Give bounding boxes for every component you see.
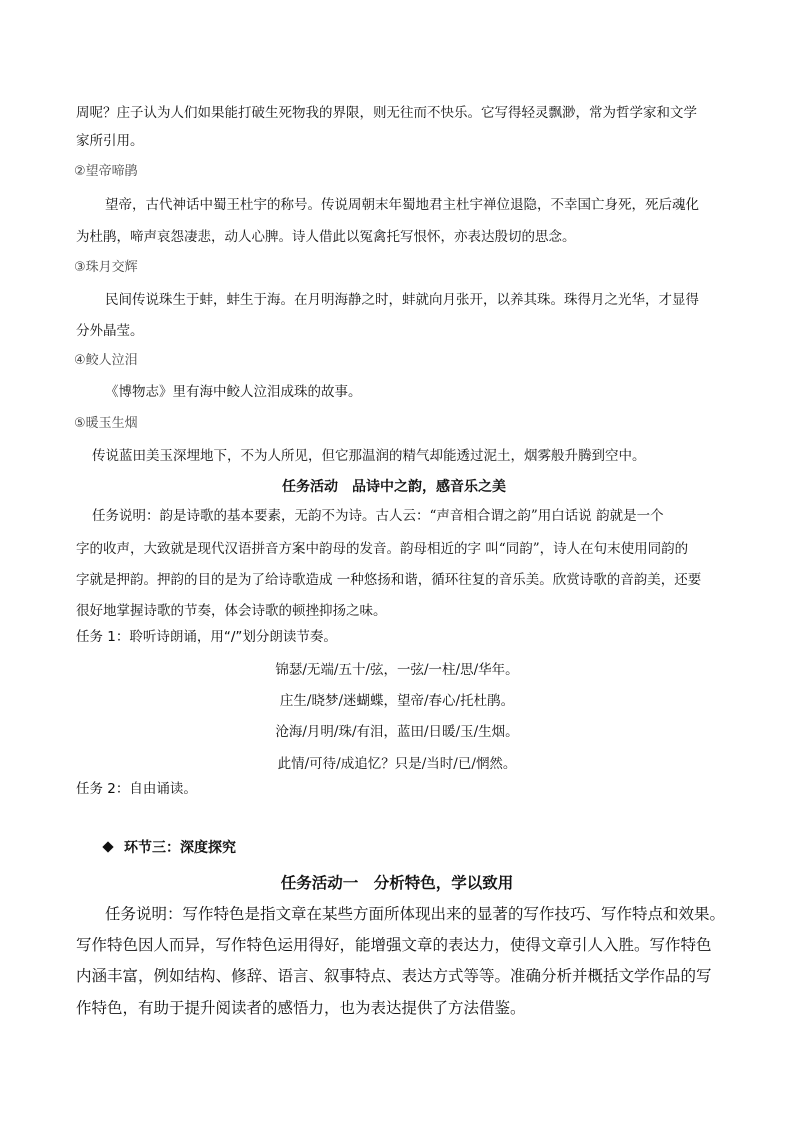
section-desc-line: 作特色，有助于提升阅读者的感悟力，也为表达提供了方法借鉴。 xyxy=(76,999,526,1017)
item-label: ⑤暖玉生烟 xyxy=(74,416,138,431)
poem-line: 庄生/晓梦/迷蝴蝶，望帝/春心/托杜鹃。 xyxy=(279,693,515,709)
item-label: ③珠月交辉 xyxy=(74,260,138,275)
activity-desc-line: 字的收声，大致就是现代汉语拼音方案中韵母的发音。韵母相近的字 叫“同韵”，诗人在句末使用同韵的 xyxy=(76,541,689,557)
section-desc-line: 任务说明：写作特色是指文章在某些方面所体现出来的显著的写作技巧、写作特点和效果。 xyxy=(105,905,726,923)
poem-line: 此情/可待/成追忆？只是/当时/已/惘然。 xyxy=(277,756,517,772)
item-text: 为杜鹃，啼声哀怨凄悲，动人心脾。诗人借此以冤禽托写恨怀，亦表达殷切的思念。 xyxy=(76,229,576,245)
paragraph-line: 家所引用。 xyxy=(76,133,144,149)
activity-desc-line: 很好地掌握诗歌的节奏，体会诗歌的顿挫抑扬之味。 xyxy=(76,603,387,619)
activity-desc-line: 任务说明：韵是诗歌的基本要素，无韵不为诗。古人云：“声音相合谓之韵”用白话说 韵就是一个 xyxy=(92,508,664,524)
section-activity-title: 任务活动一 分析特色，学以致用 xyxy=(280,874,514,892)
section-heading xyxy=(104,839,236,857)
item-text: 传说蓝田美玉深埋地下，不为人所见，但它那温润的精气却能透过泥土，烟雾般升腾到空中。 xyxy=(92,448,646,464)
activity-desc-line: 字就是押韵。押韵的目的是为了给诗歌造成 一种悠扬和谐，循环往复的音乐美。欣赏诗歌的音韵美，还要 xyxy=(76,572,702,588)
section-heading-text: 环节三：深度探究 xyxy=(124,840,236,856)
section-desc-line: 写作特色因人而异，写作特色运用得好，能增强文章的表达力，使得文章引人入胜。写作特色 xyxy=(76,936,712,954)
poem-line: 沧海/月明/珠/有泪，蓝田/日暖/玉/生烟。 xyxy=(275,724,519,740)
item-text: 望帝，古代神话中蜀王杜宇的称号。传说周朝末年蜀地君主杜宇禅位退隐，不幸国亡身死，死后魂化 xyxy=(105,197,699,213)
item-label: ④鲛人泣泪 xyxy=(74,353,138,368)
item-text: 《博物志》里有海中鲛人泣泪成珠的故事。 xyxy=(105,384,362,400)
poem-line: 锦瑟/无端/五十/弦，一弦/一柱/思/华年。 xyxy=(275,662,519,678)
section-desc-line: 内涵丰富，例如结构、修辞、语言、叙事特点、表达方式等等。准确分析并概括文学作品的写 xyxy=(76,967,712,985)
paragraph-line: 周呢？庄子认为人们如果能打破生死物我的界限，则无往而不快乐。它写得轻灵飘渺，常为哲学家和文学 xyxy=(76,105,697,121)
task-1: 任务 1：聆听诗朗诵，用“/”划分朗读节奏。 xyxy=(76,629,337,645)
item-label: ②望帝啼鹃 xyxy=(74,164,138,179)
task-2: 任务 2：自由诵读。 xyxy=(76,781,197,797)
item-text: 民间传说珠生于蚌，蚌生于海。在月明海静之时，蚌就向月张开，以养其珠。珠得月之光华，才显得 xyxy=(105,292,699,308)
diamond-bullet-icon xyxy=(102,841,113,852)
item-text: 分外晶莹。 xyxy=(76,323,144,339)
activity-title: 任务活动 品诗中之韵，感音乐之美 xyxy=(282,479,506,495)
